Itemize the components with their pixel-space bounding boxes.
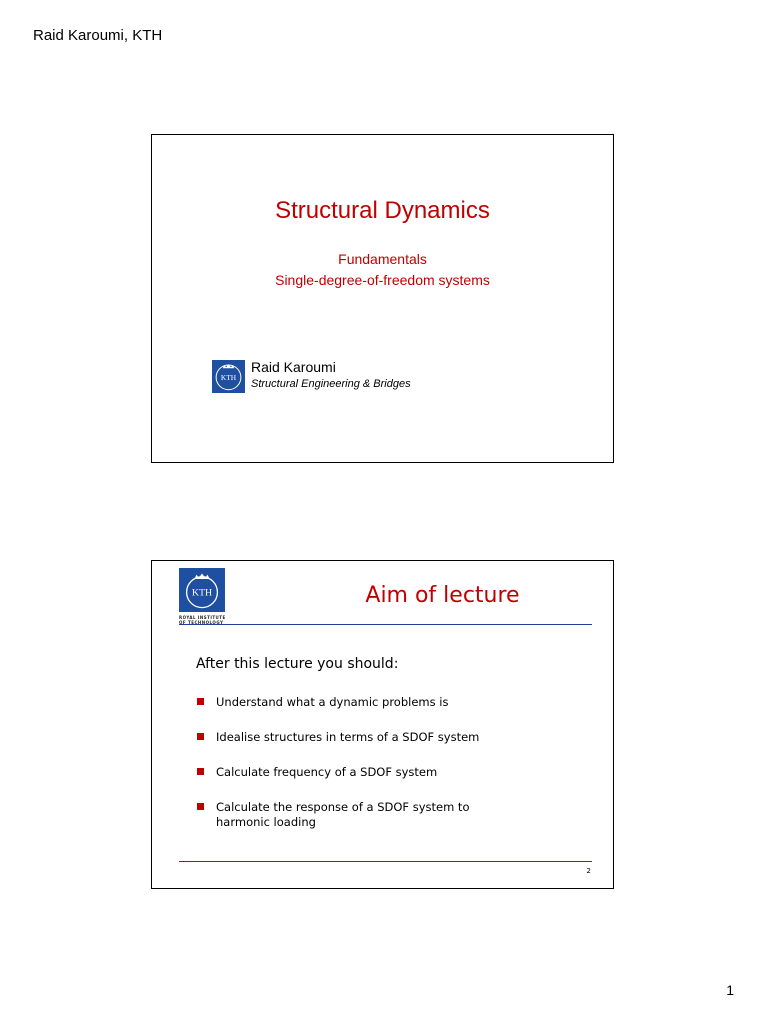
title-divider	[179, 624, 592, 625]
footer-divider	[179, 861, 592, 862]
bullet-text: Idealise structures in terms of a SDOF system	[216, 730, 480, 744]
bullet-text: Understand what a dynamic problems is	[216, 695, 449, 709]
logo-text: KTH	[220, 372, 237, 382]
bullet-square-icon	[197, 698, 204, 705]
logo-text: KTH	[191, 587, 213, 599]
bullet-square-icon	[197, 733, 204, 740]
bullet-list	[196, 695, 576, 850]
bullet-square-icon	[197, 768, 204, 775]
kth-logo-icon	[212, 360, 245, 393]
slide-title: Structural Dynamics	[275, 197, 490, 224]
author-department: Structural Engineering & Bridges	[251, 378, 411, 390]
kth-caption-line-2: OF TECHNOLOGY	[179, 620, 224, 625]
page-number: 1	[726, 982, 734, 998]
list-item	[196, 800, 516, 830]
slide-number: 2	[586, 867, 591, 875]
slide-title: Aim of lecture	[365, 583, 520, 608]
bullet-square-icon	[197, 803, 204, 810]
page-header: Raid Karoumi, KTH	[33, 27, 163, 44]
content-slide	[151, 560, 614, 889]
bullet-text: Calculate frequency of a SDOF system	[216, 765, 438, 779]
author-name: Raid Karoumi	[251, 359, 336, 375]
intro-text: After this lecture you should:	[196, 656, 399, 672]
title-slide	[151, 134, 614, 463]
slide-subtitle-1: Fundamentals	[338, 251, 427, 267]
kth-caption-line-1: ROYAL INSTITUTE	[179, 615, 226, 620]
bullet-text: Calculate the response of a SDOF system to harmonic loading	[216, 800, 470, 829]
list-item	[196, 695, 576, 710]
slide-subtitle-2: Single-degree-of-freedom systems	[275, 272, 490, 288]
kth-logo-icon	[179, 568, 225, 612]
list-item	[196, 765, 576, 780]
list-item	[196, 730, 576, 745]
